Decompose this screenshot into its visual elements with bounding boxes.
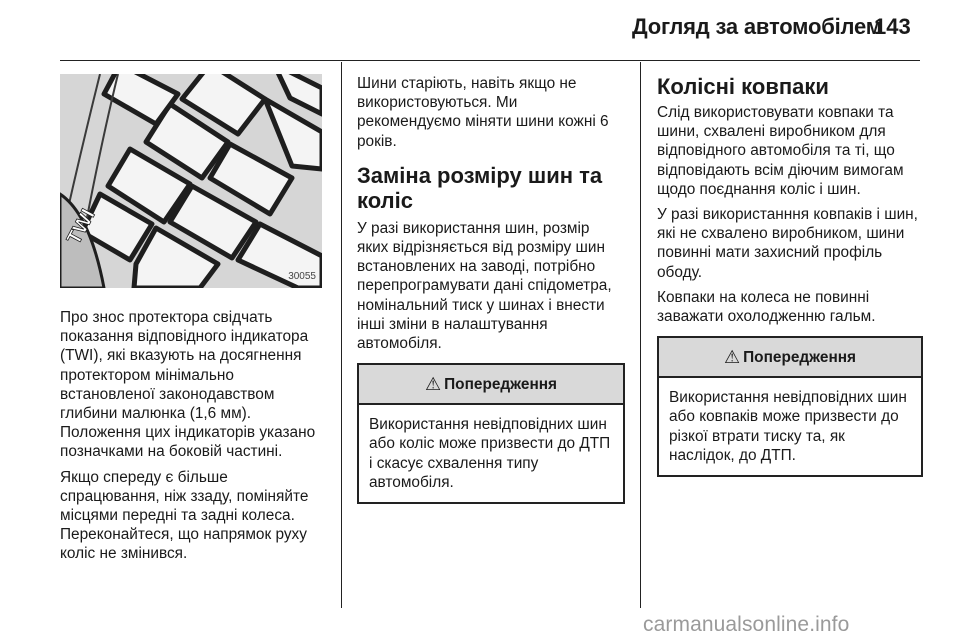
- warning-text: Використання невідповідних шин або коліс може призвести до ДТП і скасує схвалення типу автомобіля.: [369, 416, 611, 491]
- watermark: carmanualsonline.info: [643, 613, 850, 636]
- paragraph-swap-wheels: Якщо спереду є більше спрацювання, ніж ззаду, поміняйте місцями передні та задні колеса. Переконайтеся, що напрямок руху коліс не змінився.: [60, 468, 309, 563]
- warning-header: [659, 338, 921, 378]
- heading-tire-size-change: Заміна розміру шин та коліс: [357, 162, 603, 213]
- twi-marking: TWI: [62, 205, 100, 249]
- warning-box-tire-size: [357, 363, 625, 504]
- column-3: [657, 74, 923, 477]
- paragraph-rim-protection: У разі використанння ковпаків і шин, які не схвалено виробником, шини повинні мати захисний профіль ободу.: [657, 206, 918, 281]
- heading-wheel-covers: Колісні ковпаки: [657, 74, 829, 99]
- header-rule: [60, 60, 920, 61]
- paragraph-tire-size: У разі використання шин, розмір яких відрізняється від розміру шин встановлених на заводі, потрібно перепрограмувати дані спідометра, номінальний тиск у шинах і внести інші зміни в налаштування автомобіля.: [357, 219, 612, 353]
- warning-box-wheel-covers: [657, 336, 923, 477]
- warning-title: Попередження: [444, 375, 558, 393]
- column-divider-1: [341, 62, 342, 608]
- tire-tread-illustration: [60, 74, 322, 288]
- column-1: [60, 74, 326, 570]
- paragraph-covers-approved: Слід використовувати ковпаки та шини, схвалені виробником для відповідного автомобіля та ті, що відповідають всім діючим вимогам щодо поєднання коліс і шин.: [657, 104, 904, 198]
- paragraph-tire-aging: Шини старіють, навіть якщо не використовуються. Ми рекомендуємо міняти шини кожні 6 років.: [357, 75, 609, 150]
- warning-text: Використання невідповідних шин або ковпаків може призвести до різкої втрати тиску та, як наслідок, до ДТП.: [669, 389, 907, 464]
- warning-header: [359, 365, 623, 405]
- page-number: 143: [874, 14, 911, 39]
- tire-tread-drawing: [60, 74, 322, 288]
- page-header-title: Догляд за автомобілем: [632, 14, 882, 39]
- figure-code: 30055: [288, 270, 316, 282]
- paragraph-brake-cooling: Ковпаки на колеса не повинні заважати охолодженню гальм.: [657, 288, 876, 326]
- warning-triangle-icon: ⚠: [723, 346, 741, 367]
- column-2: [357, 74, 625, 504]
- column-divider-2: [640, 62, 641, 608]
- warning-triangle-icon: ⚠: [424, 373, 442, 394]
- paragraph-twi: Про знос протектора свідчать показання відповідного індикатора (TWI), які вказують на досягнення протектором мінімально встановленої законодавством глибини малюнка (1,6 мм). Положення цих індикаторів указано позначками на боковій частині.: [60, 309, 316, 461]
- warning-title: Попередження: [743, 348, 857, 366]
